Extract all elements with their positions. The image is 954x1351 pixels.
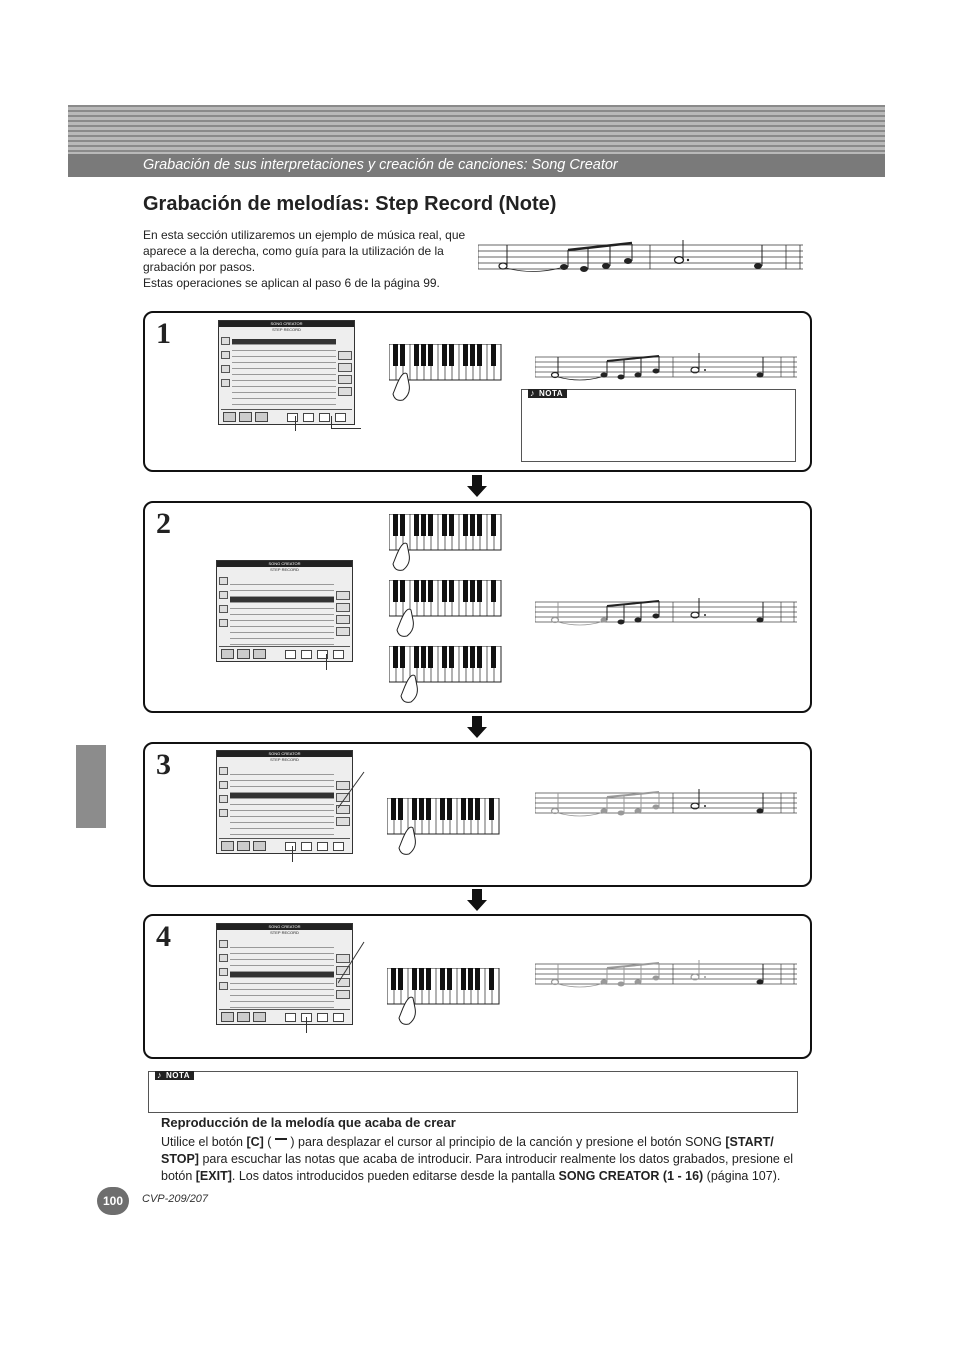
chapter-side-tab xyxy=(76,745,106,828)
text-run: . Los datos introducidos pueden editarse desde la pantalla xyxy=(231,1169,559,1183)
reproduction-text xyxy=(161,1134,797,1185)
keyboard-icon xyxy=(389,514,502,574)
page-title: Grabación de melodías: Step Record (Note) xyxy=(143,193,557,215)
step-number: 4 xyxy=(156,920,171,953)
music-staff-step3 xyxy=(535,789,797,819)
dash-key-icon xyxy=(275,1138,287,1147)
text-run: ( xyxy=(263,1135,275,1149)
song-creator-label: SONG CREATOR (1 - 16) xyxy=(558,1169,704,1183)
text-run: (página 107). xyxy=(703,1169,781,1183)
screen-title: SONG CREATOR xyxy=(217,924,352,930)
intro-paragraph-2: Estas operaciones se aplican al paso 6 de la página 99. xyxy=(143,276,440,290)
screen-subtitle: STEP RECORD xyxy=(270,930,299,935)
step-number: 2 xyxy=(156,507,171,540)
model-name: CVP-209/207 xyxy=(142,1193,209,1205)
lcd-screen-step4 xyxy=(216,923,353,1025)
music-staff-step2 xyxy=(535,598,797,628)
screen-title: SONG CREATOR xyxy=(217,561,352,567)
page-number: 100 xyxy=(97,1187,129,1215)
section-title: Grabación de sus interpretaciones y creación de canciones: Song Creator xyxy=(143,157,618,173)
button-c-label: [C] xyxy=(246,1135,264,1149)
down-arrow-icon xyxy=(467,889,487,911)
lcd-screen-step3 xyxy=(216,750,353,854)
screen-subtitle: STEP RECORD xyxy=(270,757,299,762)
text-run: Utilice el botón xyxy=(161,1135,247,1149)
screen-subtitle: STEP RECORD xyxy=(270,567,299,572)
screen-title: SONG CREATOR xyxy=(217,751,352,757)
leader-line xyxy=(338,770,368,810)
start-stop-label: [START/ STOP] xyxy=(161,1135,774,1166)
down-arrow-icon xyxy=(467,716,487,738)
music-staff-step4 xyxy=(535,960,797,990)
keyboard-icon xyxy=(389,580,502,640)
text-run: para escuchar las notas que acaba de introducir. Para introducir realmente los datos grabados, presione el botón xyxy=(161,1152,794,1183)
keyboard-icon xyxy=(387,798,500,858)
lcd-screen-step2 xyxy=(216,560,353,662)
music-staff-step1 xyxy=(535,353,797,383)
screen-subtitle: STEP RECORD xyxy=(272,327,301,332)
leader-line xyxy=(338,940,368,985)
step-number: 3 xyxy=(156,748,171,781)
keyboard-icon xyxy=(389,646,502,706)
note-label: ♪ NOTA xyxy=(528,389,567,398)
keyboard-icon xyxy=(387,968,500,1028)
step-number: 1 xyxy=(156,317,171,350)
keyboard-icon xyxy=(389,344,502,404)
header-stripes xyxy=(68,105,885,155)
note-label: ♪ NOTA xyxy=(155,1071,194,1080)
reproduction-title: Reproducción de la melodía que acaba de crear xyxy=(161,1115,456,1130)
text-run: ) para desplazar el cursor al principio de la canción y presione el botón SONG xyxy=(286,1135,726,1149)
note-box-step1 xyxy=(521,389,796,462)
intro-paragraph-1: En esta sección utilizaremos un ejemplo de música real, que aparece a la derecha, como guía para la utilización de la grabación por pasos. xyxy=(143,228,466,274)
lcd-screen-step1 xyxy=(218,320,355,425)
music-staff-example xyxy=(478,240,803,275)
down-arrow-icon xyxy=(467,475,487,497)
exit-label: [EXIT] xyxy=(195,1169,232,1183)
screen-title: SONG CREATOR xyxy=(219,321,354,327)
note-box-bottom xyxy=(148,1071,798,1113)
intro-text xyxy=(143,227,473,291)
